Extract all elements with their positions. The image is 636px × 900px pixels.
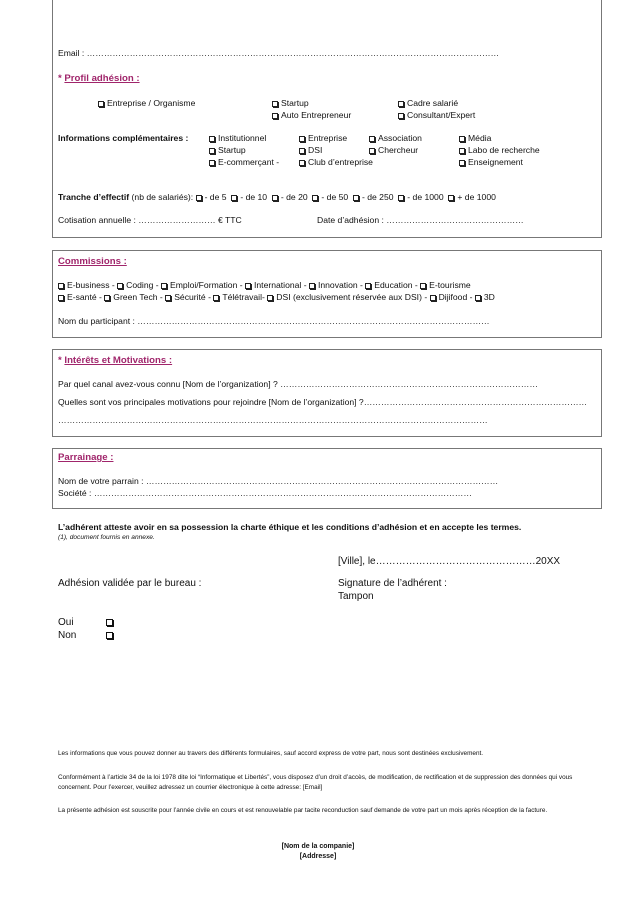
checkbox-icon [209,136,215,142]
commission-option[interactable]: E-tourisme [420,280,471,290]
checkbox-icon [245,283,251,289]
commission-option[interactable]: Green Tech - [104,292,163,302]
info-option-dsi[interactable]: DSI [299,145,322,155]
checkbox-icon [196,195,202,201]
checkbox-icon [209,160,215,166]
profil-option-entreprise[interactable]: Entreprise / Organisme [98,98,195,108]
checkbox-icon [365,283,371,289]
commission-option[interactable]: Education - [365,280,417,290]
info-option-labo[interactable]: Labo de recherche [459,145,540,155]
checkbox-icon [209,148,215,154]
privacy-notice: Les informations que vous pouvez donner au travers des différents formulaires, sauf accord express de votre part, nous sont destinées exclusivement. [58,750,484,757]
checkbox-icon [106,632,113,639]
motivations-continued-field[interactable]: …………………………………………………………………………………………………………………………………… [58,415,488,425]
tranche-row: Tranche d’effectif (nb de salariés): - de 5 - de 10 - de 20 - de 50 - de 250 - de 1000 + de 1000 [58,192,496,202]
tranche-option[interactable]: - de 10 [229,192,267,202]
checkbox-icon [398,101,404,107]
commissions-heading: Commissions : [58,256,127,267]
parrain-field[interactable]: Nom de votre parrain : …………………………………………………………………………………………………………… [58,476,499,486]
checkbox-icon [299,136,305,142]
interets-heading: * Intérêts et Motivations : [58,355,173,366]
profil-option-startup[interactable]: Startup [272,98,309,108]
email-field[interactable]: Email : ……………………………………………………………………………………………………………………………… [58,48,500,58]
tampon-label: Tampon [338,591,374,602]
tranche-option[interactable]: - de 1000 [396,192,444,202]
checkbox-icon [459,148,465,154]
checkbox-icon [299,160,305,166]
info-option-startup[interactable]: Startup [209,145,246,155]
interets-section [52,349,602,437]
cotisation-field[interactable]: Cotisation annuelle : ……………………… € TTC [58,215,242,225]
checkbox-icon [475,295,481,301]
tranche-option[interactable]: - de 250 [351,192,394,202]
checkbox-icon [369,136,375,142]
non-checkbox[interactable] [106,631,113,641]
membership-section [52,0,602,238]
info-option-association[interactable]: Association [369,133,422,143]
commissions-line-1 [58,280,471,290]
company-address: [Addresse] [299,853,337,860]
ville-date-field[interactable]: [Ville], le…………………………………………20XX [338,556,561,567]
commission-option[interactable]: Télétravail- [213,292,265,302]
profil-option-auto-entrepreneur[interactable]: Auto Entrepreneur [272,110,351,120]
checkbox-icon [312,195,318,201]
checkbox-icon [369,148,375,154]
checkbox-icon [98,101,104,107]
checkbox-icon [161,283,167,289]
checkbox-icon [231,195,237,201]
checkbox-icon [213,295,219,301]
tranche-option[interactable]: - de 5 [196,192,227,202]
info-option-media[interactable]: Média [459,133,491,143]
commission-option[interactable]: 3D [475,292,495,302]
checkbox-icon [353,195,359,201]
checkbox-icon [430,295,436,301]
checkbox-icon [117,283,123,289]
checkbox-icon [272,195,278,201]
checkbox-icon [58,283,64,289]
checkbox-icon [267,295,273,301]
profil-heading: * Profil adhésion : [58,73,140,84]
commission-option[interactable]: Coding - [117,280,158,290]
checkbox-icon [459,160,465,166]
tranche-option[interactable]: + de 1000 [446,192,496,202]
tranche-option[interactable]: - de 20 [269,192,307,202]
checkbox-icon [420,283,426,289]
checkbox-icon [58,295,64,301]
commission-option[interactable]: E-business - [58,280,115,290]
attestation-text: L’adhérent atteste avoir en sa possession la charte éthique et les conditions d’adhésion et en accepte les termes. [58,522,522,532]
info-option-institutionnel[interactable]: Institutionnel [209,133,266,143]
commission-option[interactable]: Innovation - [309,280,363,290]
commission-option[interactable]: Sécurité - [165,292,211,302]
canal-field[interactable]: Par quel canal avez-vous connu [Nom de l’organization] ? ……………………………………………………………………………… [58,379,538,389]
info-option-entreprise[interactable]: Entreprise [299,133,347,143]
rights-notice: Conformément à l’article 34 de la loi 1978 dite loi “Informatique et Libertés”, vous disposez d’un droit d’accès, de modification, de rectification et de suppression des données qui vous concernent. Pour l’exercer, veuillez adressez un courrier électronique à cette adresse: [Email] [58,774,573,791]
checkbox-icon [448,195,454,201]
info-option-chercheur[interactable]: Chercheur [369,145,418,155]
participant-field[interactable]: Nom du participant : …………………………………………………………………………………………………………… [58,316,490,326]
checkbox-icon [272,113,278,119]
motivations-field[interactable]: Quelles sont vos principales motivations pour rejoindre [Nom de l’organization] ?…………………………………………………………………… [58,397,588,407]
parrainage-section [52,448,602,509]
annex-note: (1), document fournis en annexe. [58,534,155,541]
validated-label: Adhésion validée par le bureau : [58,578,202,589]
date-adhesion-field[interactable]: Date d’adhésion : ………………………………………… [317,215,524,225]
info-option-ecommercant[interactable]: E-commerçant - [209,157,279,167]
commission-option[interactable]: International - [245,280,307,290]
renewal-notice: La présente adhésion est souscrite pour l’année civile en cours et est renouvelable par tacite reconduction sauf demande de votre part un mois après réception de la facture. [58,807,548,814]
info-option-club[interactable]: Club d’entreprise [299,157,373,167]
company-name: [Nom de la companie] [281,843,355,850]
checkbox-icon [459,136,465,142]
commission-option[interactable]: Emploi/Formation - [161,280,243,290]
checkbox-icon [398,113,404,119]
commissions-section [52,250,602,338]
checkbox-icon [398,195,404,201]
parrainage-heading: Parrainage : [58,452,114,463]
info-label: Informations complémentaires : [58,133,189,143]
commission-option[interactable]: Dijifood - [430,292,473,302]
checkbox-icon [165,295,171,301]
oui-checkbox[interactable] [106,618,113,628]
checkbox-icon [104,295,110,301]
checkbox-icon [309,283,315,289]
profil-option-consultant[interactable]: Consultant/Expert [398,110,475,120]
checkbox-icon [272,101,278,107]
non-label: Non [58,630,77,641]
commission-option[interactable]: E-santé - [58,292,102,302]
tranche-option[interactable]: - de 50 [310,192,348,202]
oui-label: Oui [58,617,74,628]
commission-option[interactable]: DSI (exclusivement réservée aux DSI) - [267,292,427,302]
checkbox-icon [299,148,305,154]
societe-field[interactable]: Société : …………………………………………………………………………………………………………………… [58,488,472,498]
commissions-line-2 [58,292,495,302]
profil-option-cadre[interactable]: Cadre salarié [398,98,458,108]
info-option-enseignement[interactable]: Enseignement [459,157,523,167]
checkbox-icon [106,619,113,626]
signature-label: Signature de l’adhérent : [338,578,447,589]
